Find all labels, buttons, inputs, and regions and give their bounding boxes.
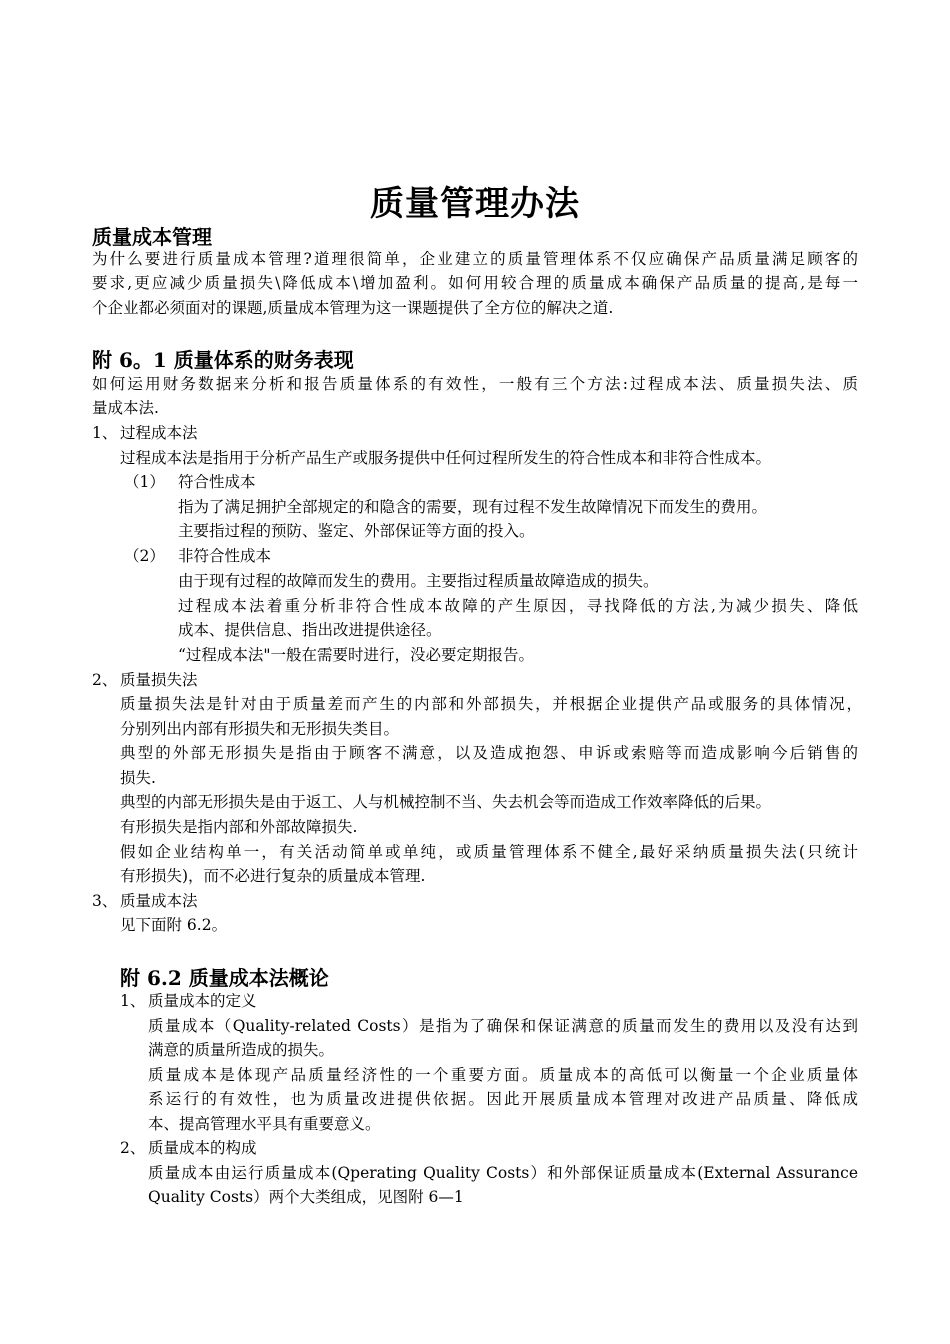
- paragraph-line: 系运行的有效性，也为质量改进提供依据。因此开展质量成本管理对改进产品质量、降低成: [148, 1090, 858, 1108]
- paragraph-line: Quality Costs）两个大类组成，见图附 6—1: [148, 1188, 464, 1206]
- paragraph-line: 有形损失)，而不必进行复杂的质量成本管理.: [120, 867, 426, 885]
- paragraph-line: 质量成本是体现产品质量经济性的一个重要方面。质量成本的高低可以衡量一个企业质量体: [148, 1066, 858, 1084]
- paragraph-line: 满意的质量所造成的损失。: [148, 1041, 335, 1059]
- list-number: 1、: [120, 992, 146, 1010]
- paragraph-line: 如何运用财务数据来分析和报告质量体系的有效性，一般有三个方法:过程成本法、质量损失法、质: [92, 375, 858, 393]
- paragraph-line: 损失.: [120, 769, 156, 787]
- list-number: 1、: [92, 424, 118, 442]
- section-heading-6-1: 附 6。1 质量体系的财务表现: [92, 348, 354, 372]
- list-item-label: 质量成本的定义: [148, 992, 257, 1010]
- paragraph-line: 主要指过程的预防、鉴定、外部保证等方面的投入。: [178, 522, 535, 540]
- paragraph-line: 假如企业结构单一，有关活动简单或单纯，或质量管理体系不健全,最好采纳质量损失法(只统计: [120, 843, 858, 861]
- document-title: 质量管理办法: [370, 184, 580, 224]
- list-number: 3、: [92, 892, 118, 910]
- paragraph-line: 过程成本法着重分析非符合性成本故障的产生原因，寻找降低的方法,为减少损失、降低: [178, 597, 858, 615]
- paragraph-line: 有形损失是指内部和外部故障损失.: [120, 818, 358, 836]
- paragraph-line: 由于现有过程的故障而发生的费用。主要指过程质量故障造成的损失。: [178, 572, 659, 590]
- paragraph-line: 为什么要进行质量成本管理?道理很简单，企业建立的质量管理体系不仅应确保产品质量满足顾客的: [92, 250, 858, 268]
- paragraph-line: 典型的外部无形损失是指由于顾客不满意，以及造成抱怨、申诉或索赔等而造成影响今后销售的: [120, 744, 858, 762]
- list-number: 2、: [120, 1139, 146, 1157]
- paragraph-line: 要求,更应减少质量损失\降低成本\增加盈利。如何用较合理的质量成本确保产品质量的提高,是每一: [92, 274, 858, 292]
- list-item-label: 质量成本的构成: [148, 1139, 257, 1157]
- paragraph-line: 个企业都必须面对的课题,质量成本管理为这一课题提供了全方位的解决之道.: [92, 299, 614, 317]
- paragraph-line: 典型的内部无形损失是由于返工、人与机械控制不当、失去机会等而造成工作效率降低的后果。: [120, 793, 772, 811]
- sub-list-label: 非符合性成本: [178, 547, 272, 565]
- paragraph-line: 质量损失法是针对由于质量差而产生的内部和外部损失，并根据企业提供产品或服务的具体情况，: [120, 695, 862, 713]
- list-item-label: 过程成本法: [120, 424, 198, 442]
- paragraph-line: “过程成本法"一般在需要时进行，没必要定期报告。: [178, 646, 535, 664]
- paragraph-line: 见下面附 6.2。: [120, 916, 228, 934]
- paragraph-line: 成本、提供信息、指出改进提供途径。: [178, 621, 442, 639]
- list-item-label: 质量成本法: [120, 892, 198, 910]
- section-heading-quality-cost-management: 质量成本管理: [92, 225, 212, 249]
- section-heading-6-2: 附 6.2 质量成本法概论: [120, 966, 329, 990]
- paragraph-line: 本、提高管理水平具有重要意义。: [148, 1115, 381, 1133]
- list-number: 2、: [92, 671, 118, 689]
- list-item-label: 质量损失法: [120, 671, 198, 689]
- paragraph-line: 过程成本法是指用于分析产品生产或服务提供中任何过程所发生的符合性成本和非符合性成本。: [120, 449, 772, 467]
- paragraph-line: 质量成本由运行质量成本(Qperating Quality Costs）和外部保证质量成本(External Assurance: [148, 1164, 858, 1182]
- paragraph-line: 量成本法.: [92, 399, 159, 417]
- paragraph-line: 质量成本（Quality-related Costs）是指为了确保和保证满意的质量而发生的费用以及没有达到: [148, 1017, 858, 1035]
- sub-list-number: （2）: [124, 547, 165, 565]
- sub-list-label: 符合性成本: [178, 473, 256, 491]
- sub-list-number: （1）: [124, 473, 165, 491]
- paragraph-line: 分别列出内部有形损失和无形损失类目。: [120, 720, 400, 738]
- paragraph-line: 指为了满足拥护全部规定的和隐含的需要，现有过程不发生故障情况下而发生的费用。: [178, 498, 768, 516]
